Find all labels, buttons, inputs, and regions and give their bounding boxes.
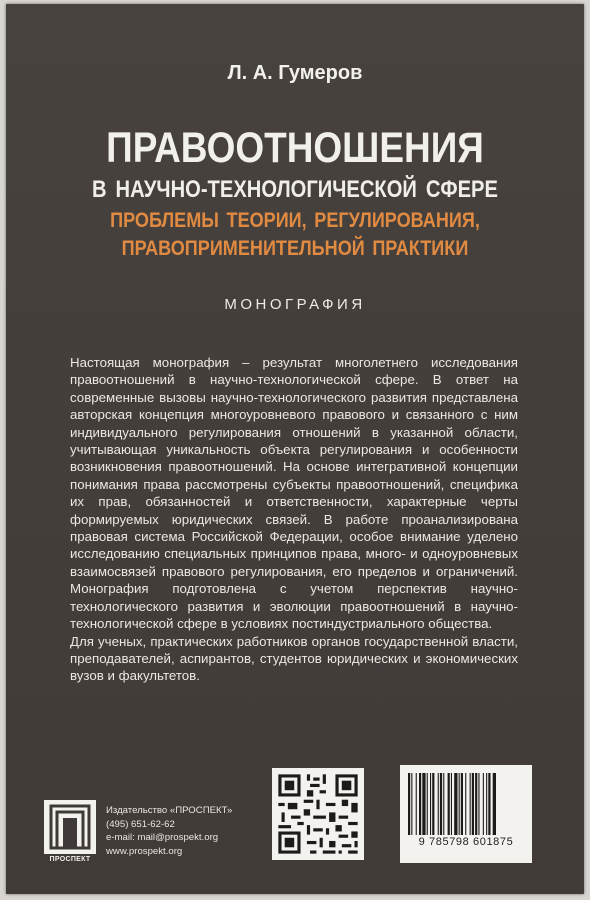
prospekt-logo-icon: [44, 800, 96, 854]
publisher-email: e-mail: mail@prospekt.org: [106, 832, 219, 844]
publisher-logo-text: ПРОСПЕКТ: [49, 856, 91, 863]
abstract-paragraph-1: Настоящая монография – результат многолетнего исследования правоотношений в научно-технологической сфере. В ответ на современные вызовы научно-технологического развития представлена авторская концепция многоуровневого правового и связанного с ним индивидуального регулирования отношений в указанной области, учитывающая уникальность объекта регулирования и особенности возникновения правоотношений. На основе интегративной концепции понимания права рассмотрены субъекты правоотношений, специфика их прав, обязанностей и ответственности, характерные черты формируемых юридических связей. В работе проанализирована правовая система Российской Федерации, особое внимание уделено исследованию специальных принципов права, много- и одноуровневых взаимосвязей правового регулирования, его пределов и ограничений. Монография подготовлена с учетом перспектив научно-технологического развития и эволюции правоотношений в научно-технологической сфере в условиях постиндустриального общества.: [70, 355, 518, 632]
book-back-cover: [6, 4, 584, 894]
publisher-info: [106, 804, 232, 858]
book-subtitle: В НАУЧНО-ТЕХНОЛОГИЧЕСКОЙ СФЕРЕ: [92, 176, 498, 203]
genre-label: МОНОГРАФИЯ: [224, 296, 366, 313]
book-abstract: [70, 354, 518, 685]
topic-line-1: ПРОБЛЕМЫ ТЕОРИИ, РЕГУЛИРОВАНИЯ,: [110, 209, 480, 232]
isbn-barcode-icon: [400, 765, 532, 863]
publisher-website: www.prospekt.org: [106, 845, 183, 857]
topic-line-2: ПРАВОПРИМЕНИТЕЛЬНОЙ ПРАКТИКИ: [121, 237, 469, 260]
book-topic-lines: [46, 207, 543, 263]
isbn-number: 9 785798 601875: [418, 836, 514, 848]
publisher-phone: (495) 651-62-62: [106, 818, 175, 830]
author-name: Л. А. Гумеров: [227, 62, 363, 84]
abstract-paragraph-2: Для ученых, практических работников органов государственной власти, преподавателей, аспирантов, студентов юридических и экономических вузов и факультетов.: [70, 633, 518, 684]
publisher-name: Издательство «ПРОСПЕКТ»: [106, 805, 233, 816]
qr-code-icon: [272, 768, 364, 860]
book-title: ПРАВООТНОШЕНИЯ: [106, 124, 484, 172]
